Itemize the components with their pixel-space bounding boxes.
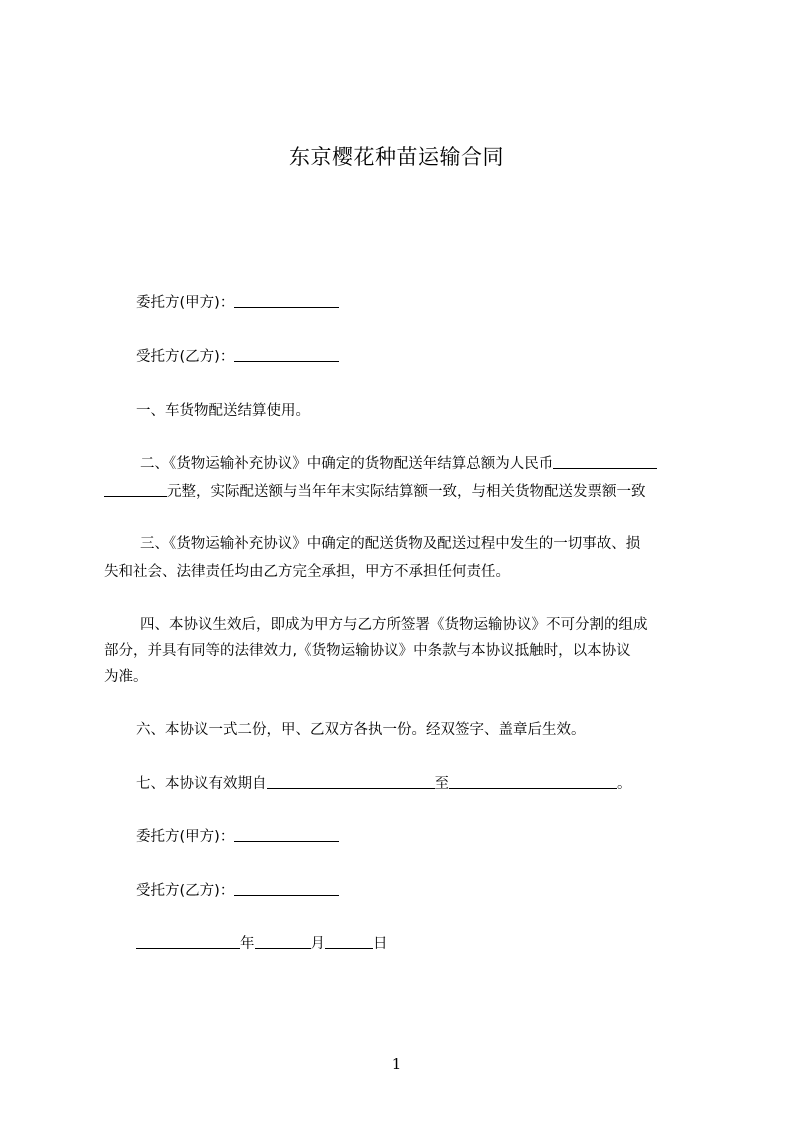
clause-4-line-3: 为准。 (104, 669, 148, 685)
party-a-line (136, 291, 339, 312)
clause-7 (136, 772, 632, 793)
party-a-blank (234, 293, 339, 308)
sign-party-a-blank (234, 827, 339, 842)
end-date-blank (449, 774, 617, 789)
clause-2-text-2: 元整，实际配送额与当年年末实际结算额一致，与相关货物配送发票额一致 (167, 484, 646, 500)
clause-2-line-2 (104, 480, 646, 501)
page-number: 1 (391, 1055, 402, 1073)
date-line (136, 932, 388, 953)
party-b-label: 受托方(乙方)： (136, 349, 235, 365)
clause-7-middle: 至 (434, 776, 449, 792)
clause-3-line-1: 三、《货物运输补充协议》中确定的配送货物及配送过程中发生的一切事故、损 (140, 536, 641, 552)
sign-party-b-line (136, 879, 339, 900)
day-label: 日 (373, 936, 388, 952)
clause-2-line-1 (140, 452, 657, 473)
clause-6: 六、本协议一式二份，甲、乙双方各执一份。经双签字、盖章后生效。 (136, 722, 586, 738)
party-b-blank (234, 347, 339, 362)
month-blank (255, 934, 311, 949)
sign-party-a-line (136, 825, 339, 846)
start-date-blank (267, 774, 435, 789)
party-b-line (136, 345, 339, 366)
year-label: 年 (240, 936, 255, 952)
clause-2-text-1: 二、《货物运输补充协议》中确定的货物配送年结算总额为人民币 (140, 456, 554, 472)
year-blank (136, 934, 240, 949)
clause-3-line-2: 失和社会、法律责任均由乙方完全承担，甲方不承担任何责任。 (104, 564, 510, 580)
page-title: 东京樱花种苗运输合同 (289, 145, 504, 169)
sign-party-b-label: 受托方(乙方)： (136, 883, 235, 899)
sign-party-a-label: 委托方(甲方)： (136, 829, 235, 845)
clause-1: 一、车货物配送结算使用。 (136, 403, 310, 419)
day-blank (325, 934, 373, 949)
clause-7-prefix: 七、本协议有效期自 (136, 776, 267, 792)
party-a-label: 委托方(甲方)： (136, 295, 235, 311)
clause-4-line-2: 部分，并具有同等的法律效力,《货物运输协议》中条款与本协议抵触时，以本协议 (104, 643, 631, 659)
clause-7-suffix: 。 (617, 776, 632, 792)
sign-party-b-blank (234, 881, 339, 896)
amount-blank-1 (553, 454, 657, 469)
amount-blank-2 (104, 482, 167, 497)
month-label: 月 (310, 936, 325, 952)
clause-4-line-1: 四、本协议生效后，即成为甲方与乙方所签署《货物运输协议》不可分割的组成 (140, 617, 648, 633)
